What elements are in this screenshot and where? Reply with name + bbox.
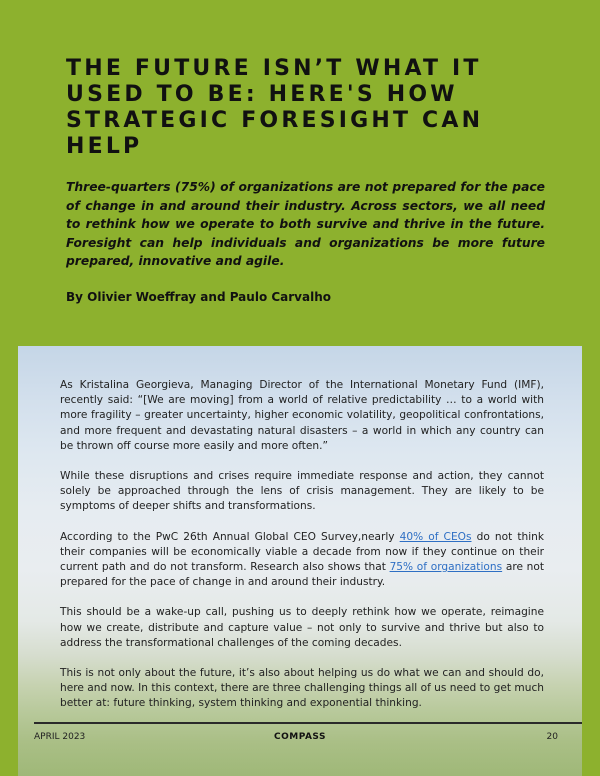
footer-divider xyxy=(34,722,582,724)
body-paragraph-3 xyxy=(60,530,544,591)
ceo-survey-link[interactable]: 40% of CEOs xyxy=(399,530,472,543)
body-paragraph-3-text-b: do not think their companies will be economically viable a decade from now if they continue on their current path and do not transform. Research also shows that xyxy=(60,530,544,574)
footer-publication: COMPASS xyxy=(273,732,326,742)
body-paragraph-1: As Kristalina Georgieva, Managing Director of the International Monetary Fund (IMF), recently said: “[We are moving] from a world of relative predictability … to a world with more fragility – greater uncertainty, higher economic volatility, geopolitical confrontations, and more frequent and devastating natural disasters – a world in which any country can be thrown off course more easily and more often.” xyxy=(60,379,544,452)
body-paragraph-4: This should be a wake-up call, pushing us to deeply rethink how we operate, reimagine how we create, distribute and capture value – not only to survive and thrive but also to address the transformational challenges of the coming decades. xyxy=(60,606,544,649)
article-title: THE FUTURE ISN’T WHAT IT USED TO BE: HERE'S HOW STRATEGIC FORESIGHT CAN HELP xyxy=(66,56,484,159)
footer-page-number: 20 xyxy=(546,732,558,742)
article-body xyxy=(60,378,544,727)
body-paragraph-3-text-c: are not prepared for the pace of change in and around their industry. xyxy=(60,561,545,589)
footer-date: APRIL 2023 xyxy=(34,732,86,742)
content-panel xyxy=(18,346,582,776)
body-paragraph-3-text-a: According to the PwC 26th Annual Global CEO Survey,nearly xyxy=(60,530,400,543)
body-paragraph-5: This is not only about the future, it’s also about helping us do what we can and should do, here and now. In this context, there are three challenging things all of us need to get much better at: future thinking, system thinking and exponential thinking. xyxy=(60,667,544,710)
article-byline: By Olivier Woeffray and Paulo Carvalho xyxy=(66,290,332,304)
body-paragraph-2: While these disruptions and crises require immediate response and action, they cannot solely be approached through the lens of crisis management. They are likely to be symptoms of deeper shifts and transformations. xyxy=(60,470,544,513)
organizations-research-link[interactable]: 75% of organizations xyxy=(389,561,503,574)
article-lede: Three-quarters (75%) of organizations are not prepared for the pace of change in and around their industry. Across sectors, we all need to rethink how we operate to both survive and thrive in the future. Foresight can help individuals and organizations be more future prepared, innovative and agile. xyxy=(66,180,545,269)
